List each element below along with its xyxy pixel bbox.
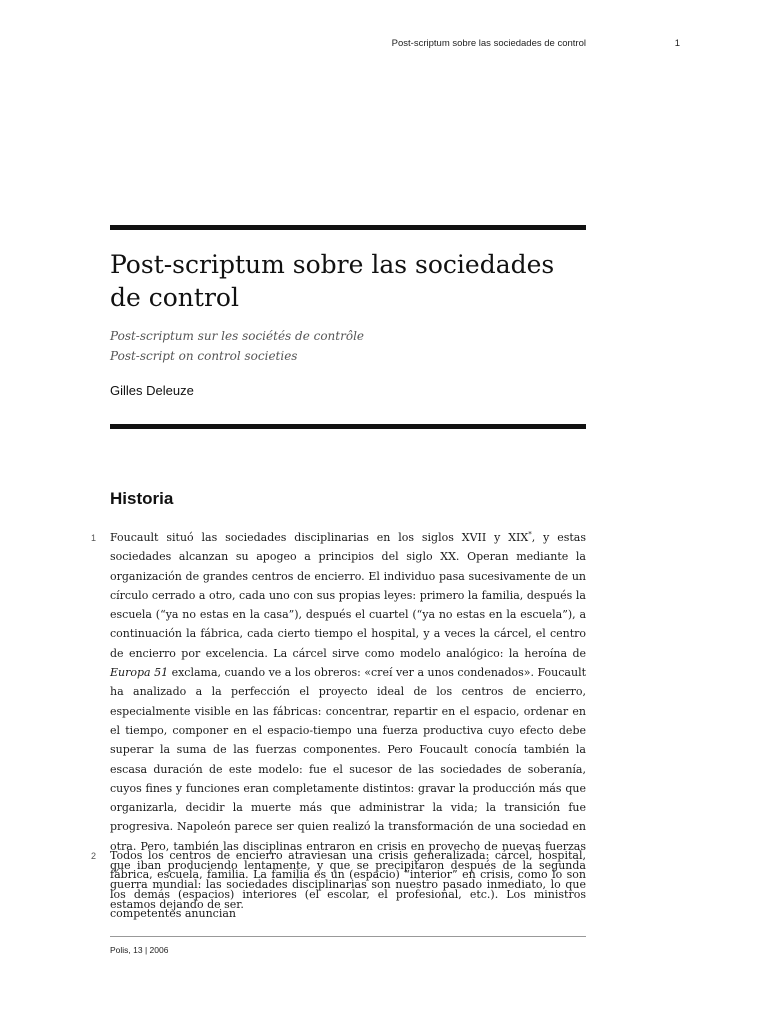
article-title: Post-scriptum sobre las sociedades de control <box>110 250 555 312</box>
title-rule-top <box>110 225 586 230</box>
paragraph-1-text-c: exclama, cuando ve a los obreros: «creí ver a unos condenados». Foucault ha analizado a la perfección el proyecto ideal de los centros de encierro, especialmente visible en las fábricas: concentrar, repartir en el espacio, ordenar en el tiempo, componer en el espacio-tiempo una fuerza productiva cuyo efecto debe superar la suma de las fuerzas componentes. Pero Foucault conocía también la escasa duración de este modelo: fue el sucesor de las sociedades de soberanía, cuyos fines y funciones eran completamente distintos: gravar la producción más que organizarla, decidir la muerte más que administrar la vida; la transición fue progresiva. Napoleón parece ser quien realizó la transformación de una sociedad en otra. Pero, también las disciplinas entraron en crisis en provecho de nuevas fuerzas que iban produciendo lentamente, y que se precipitaron después de la segunda guerra mundial: las sociedades disciplinarias son nuestro pasado inmediato, lo que estamos dejando de ser. <box>110 666 587 911</box>
alt-title-french: Post-scriptum sur les sociétés de contrôle <box>110 329 365 343</box>
paragraph-1-text-b: , y estas sociedades alcanzan su apogeo a principios del siglo XX. Operan mediante la organización de grandes centros de encierro. El individuo pasa sucesivamente de un círculo cerrado a otro, cada uno con sus propias leyes: primero la familia, después la escuela (“ya no estas en la casa”), después el cuartel (“ya no estas en la escuela”), a continuación la fábrica, cada cierto tiempo el hospital, y a veces la cárcel, el centro de encierro por excelencia. La cárcel sirve como modelo analógico: la heroína de <box>110 531 586 660</box>
footnote-mark[interactable]: * <box>528 530 532 539</box>
author-name: Gilles Deleuze <box>110 383 194 398</box>
section-heading: Historia <box>110 489 174 508</box>
footer-rule <box>110 936 586 937</box>
footer-citation: Polis, 13 | 2006 <box>110 945 169 955</box>
paragraph-1-text-a: Foucault situó las sociedades disciplinarias en los siglos XVII y XIX <box>110 531 529 544</box>
film-title: Europa 51 <box>110 666 169 680</box>
paragraph-number: 1 <box>90 533 96 543</box>
page-number: 1 <box>674 38 680 49</box>
alt-titles <box>110 326 586 366</box>
paragraph-2: Todos los centros de encierro atraviesan una crisis generalizada: cárcel, hospital, fábrica, escuela, familia. La familia es un (espacio) “interior” en crisis, como lo son los demás (espacios) interiores (el escolar, el profesional, etc.). Los ministros competentes anuncian <box>110 849 586 920</box>
running-head: Post-scriptum sobre las sociedades de control <box>391 38 586 49</box>
title-rule-bottom <box>110 424 586 429</box>
paragraph-number: 2 <box>90 851 96 861</box>
alt-title-english: Post-script on control societies <box>110 349 298 363</box>
